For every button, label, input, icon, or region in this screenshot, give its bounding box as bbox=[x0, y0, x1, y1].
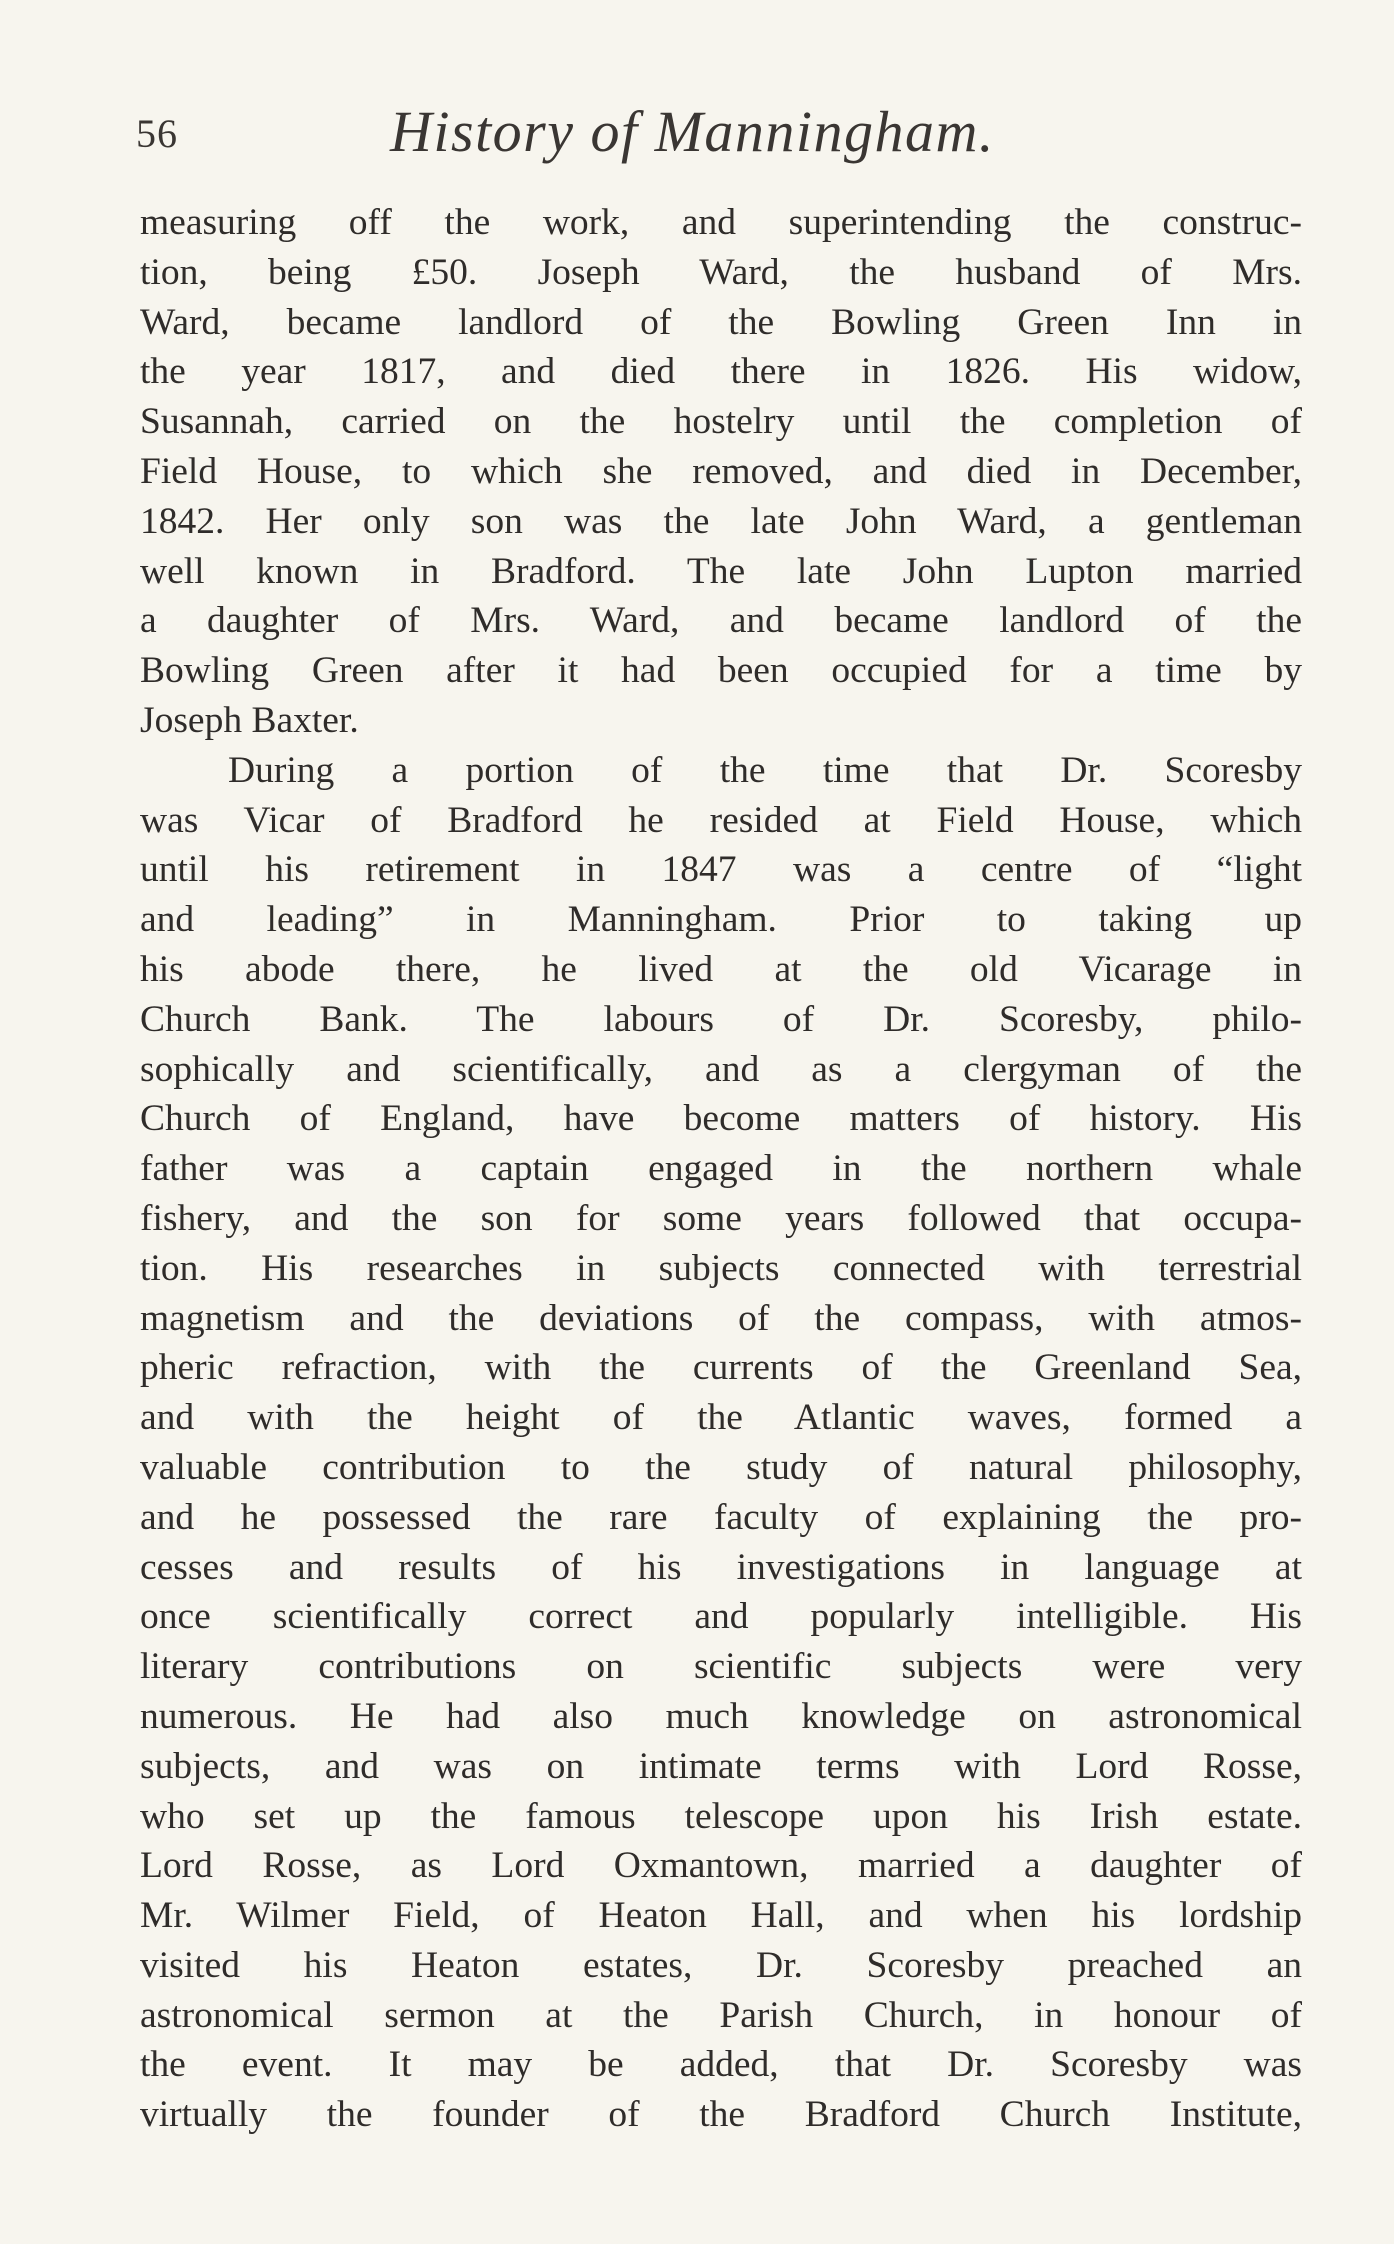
paragraph-start-line: During a portion of the time that Dr. Scoresby bbox=[228, 749, 1302, 791]
text-line: valuable contribution to the study of natural philosophy, bbox=[140, 1446, 1302, 1488]
text-line: was Vicar of Bradford he resided at Field House, which bbox=[140, 799, 1302, 841]
text-line: the year 1817, and died there in 1826. His widow, bbox=[140, 351, 1302, 393]
text-line: fishery, and the son for some years followed that occupa- bbox=[140, 1197, 1302, 1239]
text-line: cesses and results of his investigations in language at bbox=[140, 1546, 1302, 1588]
text-line: once scientifically correct and popularly intelligible. His bbox=[140, 1596, 1302, 1638]
text-line: Church Bank. The labours of Dr. Scoresby, philo- bbox=[140, 998, 1302, 1040]
text-line: and he possessed the rare faculty of explaining the pro- bbox=[140, 1496, 1302, 1538]
text-line: measuring off the work, and superintending the construc- bbox=[140, 202, 1302, 243]
text-line: Ward, became landlord of the Bowling Green Inn in bbox=[140, 301, 1302, 343]
text-line: Susannah, carried on the hostelry until the completion of bbox=[140, 401, 1302, 443]
text-line: magnetism and the deviations of the compass, with atmos- bbox=[140, 1297, 1302, 1339]
text-line: a daughter of Mrs. Ward, and became landlord of the bbox=[140, 600, 1302, 642]
text-line: numerous. He had also much knowledge on astronomical bbox=[140, 1695, 1302, 1737]
text-line: who set up the famous telescope upon his Irish estate. bbox=[140, 1795, 1302, 1837]
text-line: literary contributions on scientific subjects were very bbox=[140, 1646, 1302, 1688]
text-line: subjects, and was on intimate terms with Lord Rosse, bbox=[140, 1745, 1302, 1787]
text-line: tion. His researches in subjects connected with terrestrial bbox=[140, 1247, 1302, 1289]
running-head bbox=[136, 98, 1306, 168]
text-line: his abode there, he lived at the old Vicarage in bbox=[140, 948, 1302, 990]
text-line: the event. It may be added, that Dr. Scoresby was bbox=[140, 2044, 1302, 2086]
text-line: virtually the founder of the Bradford Church Institute, bbox=[140, 2094, 1302, 2136]
text-line: Bowling Green after it had been occupied for a time by bbox=[140, 650, 1302, 692]
text-line: pheric refraction, with the currents of the Greenland Sea, bbox=[140, 1347, 1302, 1389]
page-number: 56 bbox=[136, 111, 178, 156]
text-line: Lord Rosse, as Lord Oxmantown, married a daughter of bbox=[140, 1845, 1302, 1887]
text-line: Field House, to which she removed, and died in December, bbox=[140, 450, 1302, 492]
text-line: astronomical sermon at the Parish Church, in honour of bbox=[140, 1994, 1302, 2036]
paragraph-end-line: Joseph Baxter. bbox=[140, 699, 359, 741]
text-line: well known in Bradford. The late John Lupton married bbox=[140, 550, 1302, 592]
text-line: Mr. Wilmer Field, of Heaton Hall, and when his lordship bbox=[140, 1895, 1302, 1937]
text-line: sophically and scientifically, and as a clergyman of the bbox=[140, 1048, 1302, 1090]
text-line: visited his Heaton estates, Dr. Scoresby preached an bbox=[140, 1944, 1302, 1986]
text-line: until his retirement in 1847 was a centre of “light bbox=[140, 849, 1302, 891]
text-line: tion, being £50. Joseph Ward, the husband of Mrs. bbox=[140, 251, 1302, 293]
text-line: and with the height of the Atlantic waves, formed a bbox=[140, 1397, 1302, 1439]
body-text bbox=[140, 198, 1302, 2140]
text-line: 1842. Her only son was the late John Ward, a gentleman bbox=[140, 500, 1302, 542]
running-title: History of Manningham. bbox=[390, 99, 995, 164]
text-line: and leading” in Manningham. Prior to taking up bbox=[140, 899, 1302, 941]
text-line: Church of England, have become matters of history. His bbox=[140, 1098, 1302, 1140]
text-line: father was a captain engaged in the northern whale bbox=[140, 1148, 1302, 1190]
